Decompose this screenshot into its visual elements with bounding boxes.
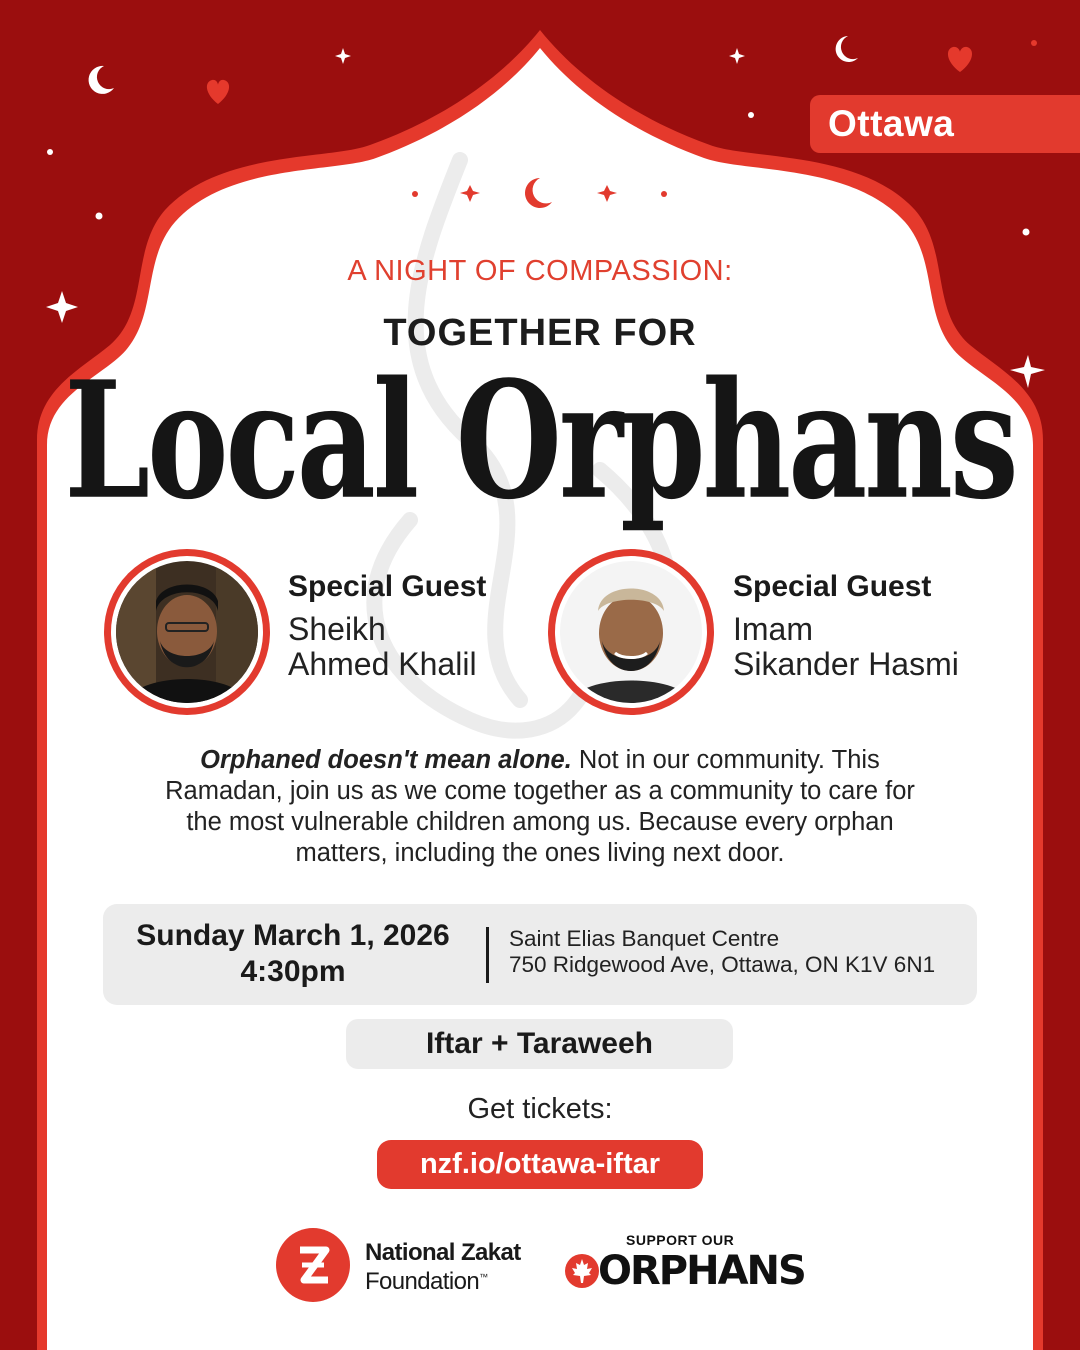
guest-name-last: Sikander Hasmi	[733, 646, 959, 682]
org-name-line1: National Zakat	[365, 1239, 521, 1266]
star-icon	[597, 185, 617, 202]
crescent-icon	[836, 36, 858, 62]
guest-info-2	[733, 570, 959, 682]
venue-name: Saint Elias Banquet Centre	[509, 926, 780, 951]
org-name-line2: Foundation	[365, 1268, 480, 1295]
heart-icon	[207, 80, 229, 104]
event-date: Sunday March 1, 2026	[136, 919, 450, 952]
star-icon	[460, 185, 480, 202]
z-logo-icon	[276, 1228, 350, 1302]
guest-role: Special Guest	[288, 570, 487, 603]
dot-icon	[1023, 229, 1030, 236]
person-photo-icon	[560, 561, 702, 703]
guest-role: Special Guest	[733, 570, 932, 603]
trademark-mark: ™	[479, 1272, 488, 1282]
event-venue	[509, 926, 935, 978]
org-name	[365, 1240, 521, 1294]
guest-avatar-2	[548, 549, 714, 715]
campaign-title: ORPHANS	[598, 1248, 805, 1294]
guest-avatar-1	[104, 549, 270, 715]
dot-icon	[96, 213, 103, 220]
heart-icon	[948, 47, 972, 72]
star-icon	[729, 48, 745, 64]
dot-icon	[661, 191, 667, 197]
guest-name-first: Imam	[733, 611, 813, 647]
program-badge: Iftar + Taraweeh	[346, 1019, 733, 1069]
dot-icon	[748, 112, 754, 118]
event-headline: TOGETHER FOR	[383, 312, 697, 354]
dot-icon	[1031, 40, 1037, 46]
crescent-icon	[525, 178, 552, 208]
dot-icon	[47, 149, 53, 155]
crescent-icon	[89, 66, 114, 94]
person-photo-icon	[116, 561, 258, 703]
description-text: Not in our community. This Ramadan, join us as we come together as a community to care for the most vulnerable children among us. Because every orphan matters, including the ones living next door.	[165, 746, 915, 867]
event-description	[150, 745, 930, 869]
dot-icon	[412, 191, 418, 197]
city-badge: Ottawa	[810, 95, 1080, 153]
campaign-kicker: SUPPORT OUR	[626, 1232, 735, 1248]
maple-leaf-icon	[564, 1253, 600, 1289]
tickets-label: Get tickets:	[467, 1093, 613, 1125]
guest-info-1	[288, 570, 486, 682]
event-title: Local Orphans	[64, 345, 1016, 536]
venue-address: 750 Ridgewood Ave, Ottawa, ON K1V 6N1	[509, 952, 936, 977]
event-kicker: A NIGHT OF COMPASSION:	[347, 255, 733, 287]
guest-name-first: Sheikh	[288, 611, 386, 647]
tickets-link[interactable]: nzf.io/ottawa-iftar	[377, 1140, 703, 1189]
description-lead: Orphaned doesn't mean alone.	[200, 746, 572, 774]
star-icon	[335, 48, 351, 64]
details-divider	[486, 927, 489, 983]
event-time: 4:30pm	[240, 955, 346, 988]
event-datetime	[118, 918, 468, 990]
guest-name-last: Ahmed Khalil	[288, 646, 477, 682]
